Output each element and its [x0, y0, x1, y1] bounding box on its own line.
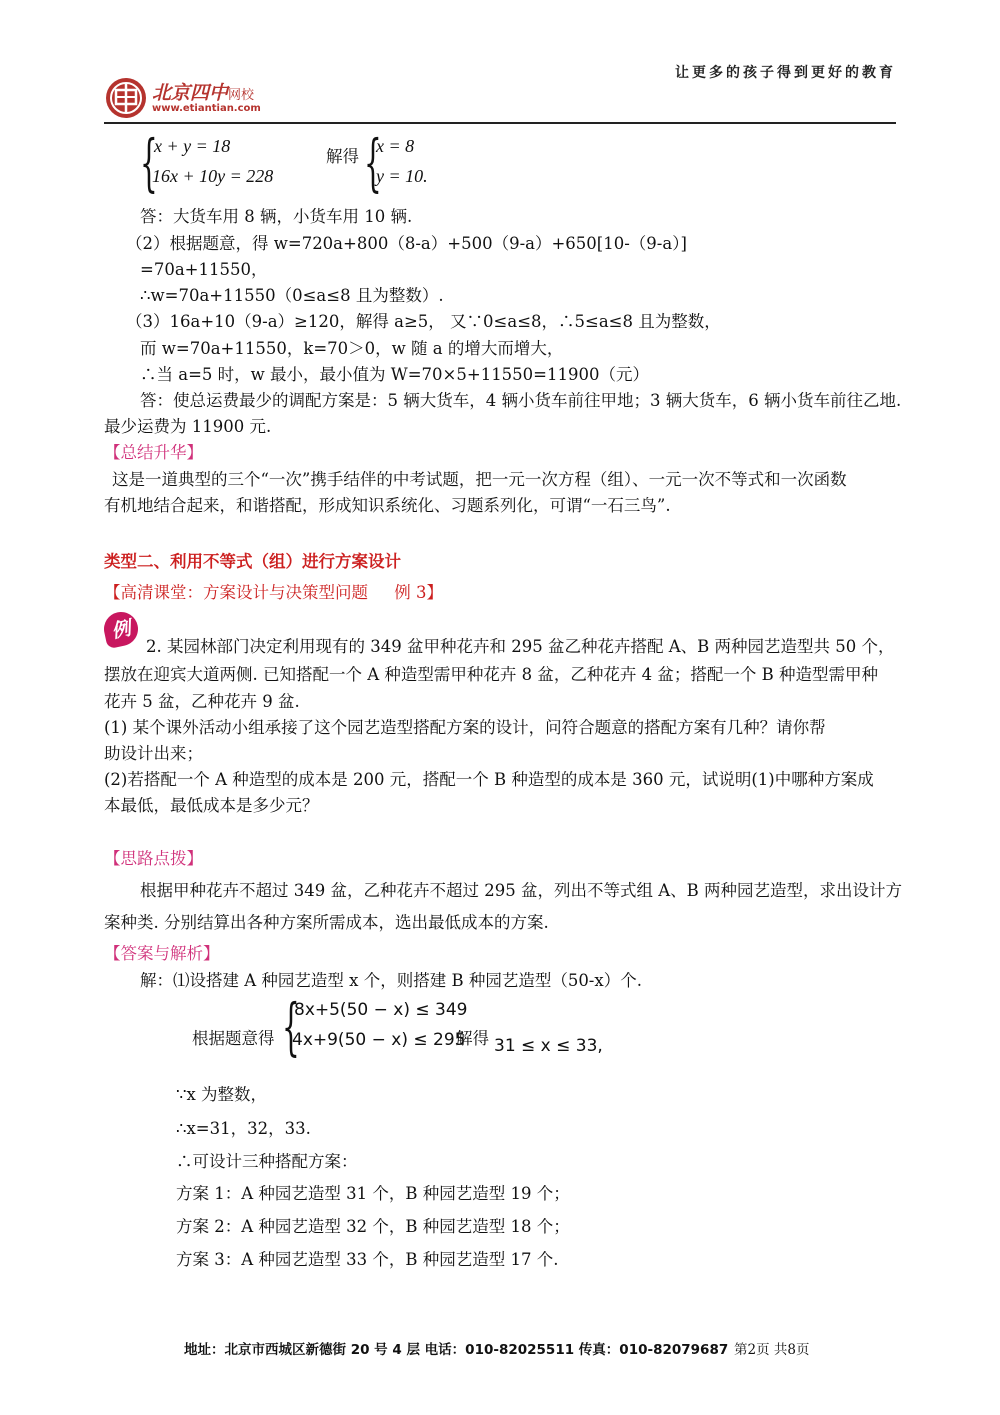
- summary-text: 有机地结合起来，和谐搭配，形成知识系统化、习题系列化，可谓“一石三鸟”.: [104, 496, 671, 515]
- hint-text: 根据甲种花卉不超过 349 盆，乙种花卉不超过 295 盆，列出不等式组 A、B 两种园艺造型，求出设计方: [140, 881, 902, 900]
- answer-intro: 解：⑴设搭建 A 种园艺造型 x 个，则搭建 B 种园艺造型（50-x）个.: [140, 971, 642, 990]
- by-meaning: 根据题意得: [192, 1029, 275, 1048]
- inequality-1: 8x+5(50 − x) ≤ 349: [294, 1000, 468, 1020]
- result-y: y = 10.: [376, 166, 428, 186]
- solution-line: （3）16a+10（9-a）≥120，解得 a≥5， 又∵0≤a≤8，∴5≤a≤8 且为整数，: [126, 312, 721, 331]
- answer-step: 方案 2：A 种园艺造型 32 个，B 种园艺造型 18 个；: [176, 1217, 570, 1236]
- logo-name: 北京四中网校: [152, 82, 255, 104]
- solution-line: （2）根据题意，得 w=720a+800（8-a）+500（9-a）+650[10-（9-a）]: [126, 234, 687, 253]
- inequality-result: 31 ≤ x ≤ 33,: [494, 1036, 603, 1056]
- solution-line: 而 w=70a+11550，k=70＞0，w 随 a 的增大而增大，: [140, 339, 564, 358]
- solution-line: =70a+11550，: [140, 260, 268, 279]
- class-tag: 【高清课堂：方案设计与决策型问题 例 3】: [104, 583, 443, 602]
- solve-word-1: 解得: [326, 147, 359, 166]
- hint-text: 案种类. 分别结算出各种方案所需成本，选出最低成本的方案.: [104, 913, 549, 932]
- logo-emblem-icon: [104, 76, 148, 120]
- problem-text: 摆放在迎宾大道两侧. 已知搭配一个 A 种造型需甲种花卉 8 盆，乙种花卉 4 盆；搭配一个 B 种造型需甲种: [104, 665, 878, 684]
- solution-line: ∴w=70a+11550（0≤a≤8 且为整数）.: [140, 286, 444, 305]
- problem-text: (2)若搭配一个 A 种造型的成本是 200 元，搭配一个 B 种造型的成本是 360 元，试说明(1)中哪种方案成: [104, 770, 874, 789]
- solution-line: 最少运费为 11900 元.: [104, 417, 272, 436]
- logo-url: www.etiantian.com: [152, 103, 261, 114]
- answer-step: ∴x=31，32，33.: [176, 1119, 311, 1138]
- problem-text: 助设计出来；: [104, 744, 203, 763]
- solve-word-2: 解得: [456, 1029, 489, 1048]
- problem-text: (1) 某个课外活动小组承接了这个园艺造型搭配方案的设计，问符合题意的搭配方案有几种？请你帮: [104, 718, 826, 737]
- answer-step: ∵x 为整数，: [176, 1085, 268, 1104]
- answer-step: 方案 3：A 种园艺造型 33 个，B 种园艺造型 17 个.: [176, 1250, 559, 1269]
- result-x: x = 8: [376, 136, 415, 156]
- header-rule: [104, 122, 896, 124]
- example-badge: [101, 609, 141, 649]
- problem-text: 花卉 5 盆，乙种花卉 9 盆.: [104, 692, 300, 711]
- result-brace: {: [364, 126, 382, 199]
- system-equation-1: x + y = 18: [154, 136, 231, 156]
- example-badge-label: 例: [109, 617, 133, 643]
- problem-text: 本最低，最低成本是多少元？: [104, 796, 319, 815]
- hint-heading: 【思路点拨】: [104, 849, 203, 868]
- answer-heading: 【答案与解析】: [104, 944, 220, 963]
- logo: [104, 76, 304, 120]
- inequality-2: 4x+9(50 − x) ≤ 295: [292, 1030, 466, 1050]
- summary-text: 这是一道典型的三个“一次”携手结伴的中考试题，把一元一次方程（组）、一元一次不等式和一次函数: [112, 470, 847, 489]
- problem-text: 2. 某园林部门决定利用现有的 349 盆甲种花卉和 295 盆乙种花卉搭配 A、B 两种园艺造型共 50 个，: [146, 637, 895, 656]
- answer-step: ∴可设计三种搭配方案：: [176, 1152, 358, 1171]
- answer-step: 方案 1：A 种园艺造型 31 个，B 种园艺造型 19 个；: [176, 1184, 570, 1203]
- section-title: 类型二、利用不等式（组）进行方案设计: [104, 552, 401, 571]
- system-brace-left: {: [140, 126, 158, 199]
- solution-line: 答：大货车用 8 辆，小货车用 10 辆.: [140, 207, 413, 226]
- inequality-brace: {: [282, 990, 300, 1063]
- footer-address: 地址：北京市西城区新德街 20 号 4 层 电话：010-82025511 传真：010-82079687: [184, 1342, 729, 1358]
- page-number: 第2页 共8页: [734, 1342, 810, 1358]
- solution-line: ∴当 a=5 时，w 最小，最小值为 W=70×5+11550=11900（元）: [140, 365, 649, 384]
- solution-line: 答：使总运费最少的调配方案是：5 辆大货车，4 辆小货车前往甲地；3 辆大货车，6 辆小货车前往乙地.: [140, 391, 902, 410]
- summary-heading: 【总结升华】: [104, 443, 203, 462]
- header-slogan: 让更多的孩子得到更好的教育: [675, 65, 896, 81]
- system-equation-2: 16x + 10y = 228: [152, 166, 274, 186]
